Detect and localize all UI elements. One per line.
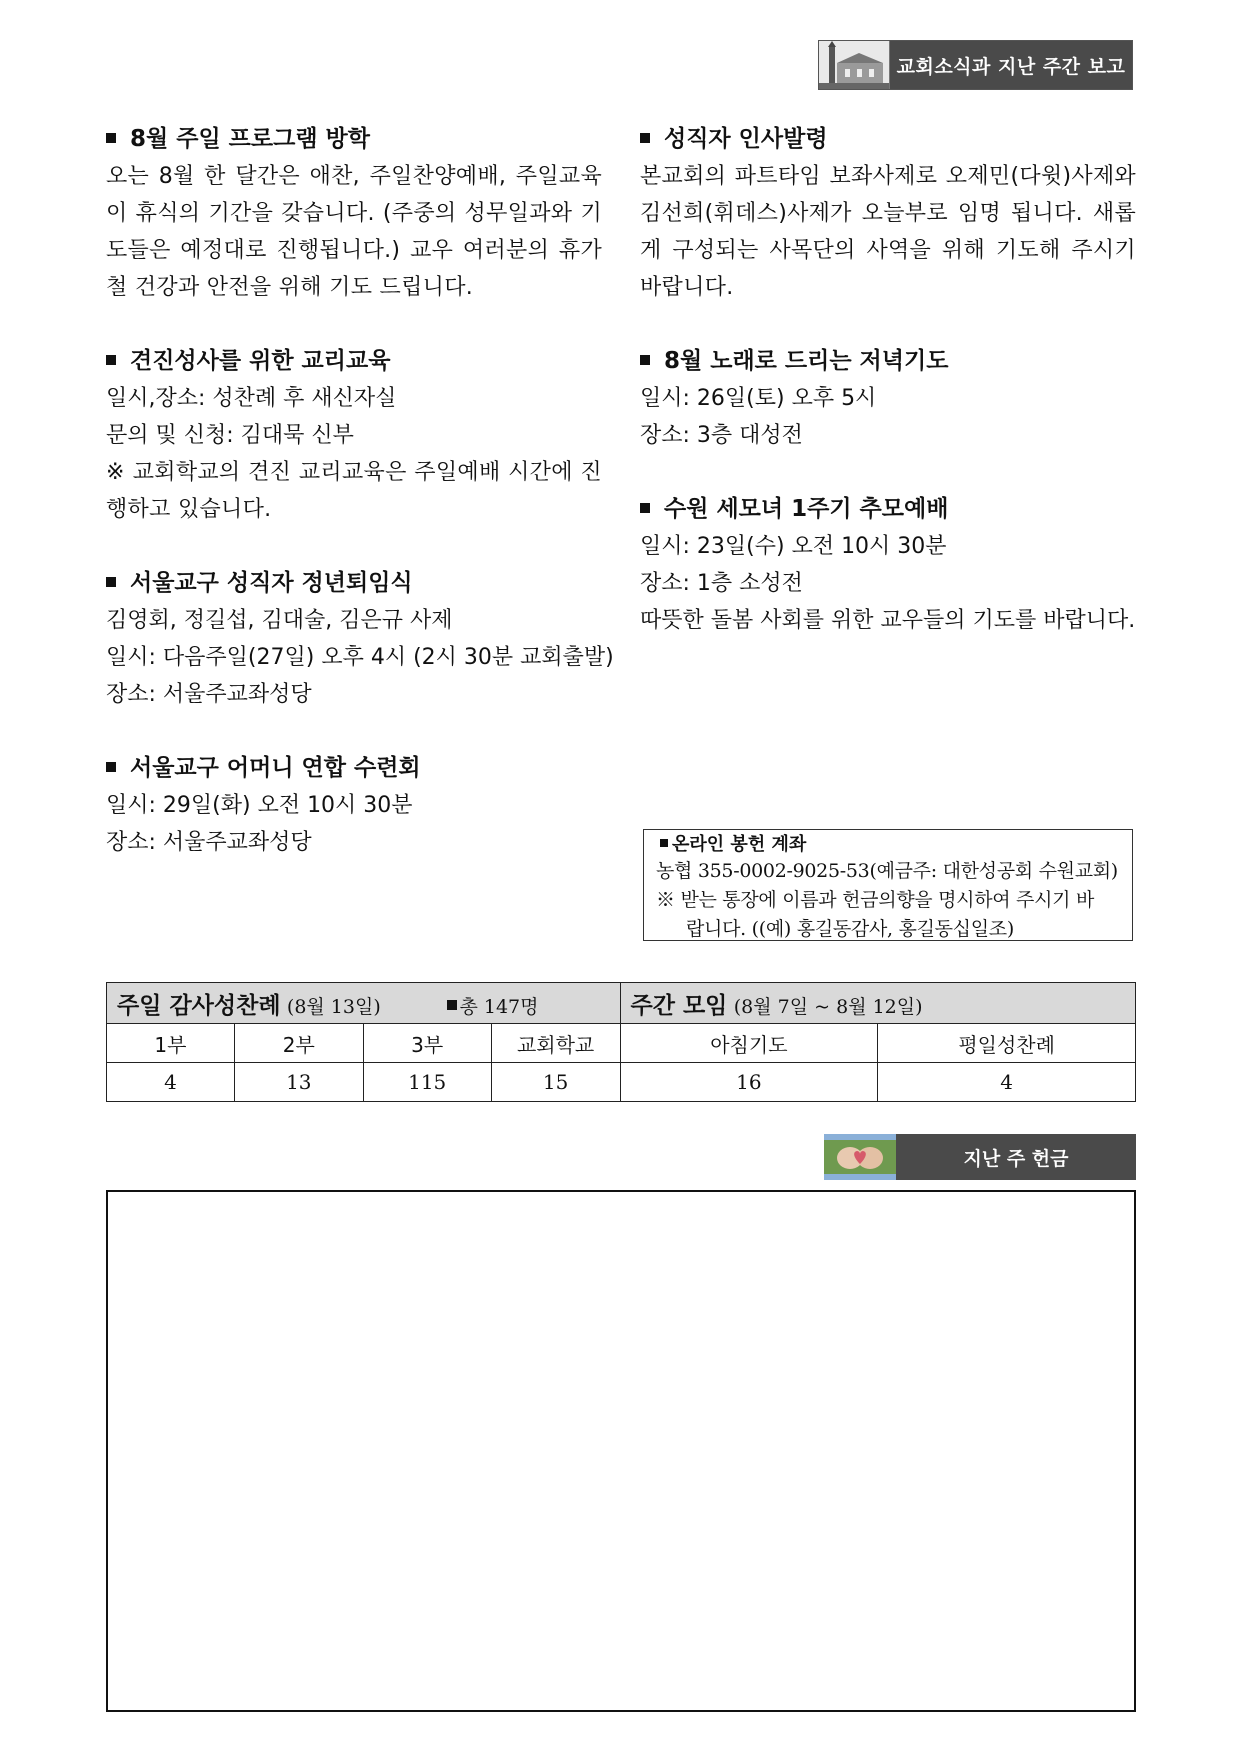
notice-line: 일시,장소: 성찬례 후 새신자실	[106, 386, 397, 411]
bullet-icon	[106, 355, 116, 365]
total-attendance: 총 147명	[459, 995, 539, 1018]
column-label: 1부	[107, 1024, 235, 1063]
hands-heart-image	[824, 1134, 896, 1180]
notice-line: 김영회, 정길섭, 김대술, 김은규 사제	[106, 608, 453, 633]
donation-note-continued: 랍니다. ((예) 홍길동감사, 홍길동십일조)	[686, 918, 1014, 940]
donation-note: ※ 받는 통장에 이름과 헌금의향을 명시하여 주시기 바	[656, 889, 1095, 911]
online-donation-box	[643, 829, 1133, 941]
notice-line: 장소: 서울주교좌성당	[106, 830, 312, 855]
notice-title: 서울교구 어머니 연합 수련회	[130, 755, 421, 781]
notice-clergy-appointment	[640, 121, 1136, 306]
attendance-value: 115	[363, 1063, 491, 1102]
attendance-value: 15	[491, 1063, 620, 1102]
bullet-icon	[106, 577, 116, 587]
notice-title: 8월 주일 프로그램 방학	[130, 126, 370, 152]
section-header-badge	[818, 40, 1133, 90]
column-label: 평일성찬례	[878, 1024, 1136, 1063]
notice-line: 장소: 서울주교좌성당	[106, 682, 312, 707]
weekly-date: (8월 7일 ~ 8월 12일)	[733, 995, 923, 1018]
column-label: 3부	[363, 1024, 491, 1063]
donation-title: 온라인 봉헌 계좌	[672, 834, 807, 855]
weekly-title: 주간 모임	[630, 992, 728, 1019]
column-label: 교회학교	[491, 1024, 620, 1063]
notice-evening-prayer	[640, 343, 1136, 454]
attendance-value: 4	[107, 1063, 235, 1102]
notice-confirmation-class	[106, 343, 602, 528]
notice-line: 일시: 23일(수) 오전 10시 30분	[640, 534, 947, 559]
offering-header	[824, 1134, 1136, 1180]
sunday-date: (8월 13일)	[286, 995, 381, 1018]
notice-body: 본교회의 파트타임 보좌사제로 오제민(다윗)사제와 김선희(휘데스)사제가 오늘부로 임명 됩니다. 새롭게 구성되는 사목단의 사역을 위해 기도해 주시기 바랍니다.	[640, 164, 1136, 300]
notice-retirement	[106, 565, 614, 713]
notice-line: 문의 및 신청: 김대묵 신부	[106, 423, 354, 448]
notice-note: ※ 교회학교의 견진 교리교육은 주일예배 시간에 진행하고 있습니다.	[106, 460, 602, 522]
notice-title: 서울교구 성직자 정년퇴임식	[130, 570, 413, 596]
bullet-icon	[106, 133, 116, 143]
notice-memorial-service	[640, 491, 1136, 639]
bullet-icon	[640, 133, 650, 143]
attendance-label-row	[107, 1024, 1136, 1063]
left-column	[106, 121, 614, 861]
bullet-icon	[640, 355, 650, 365]
notice-line: 장소: 1층 소성전	[640, 571, 803, 596]
notice-august-break	[106, 121, 602, 306]
sunday-title: 주일 감사성찬례	[117, 992, 281, 1019]
attendance-value: 16	[620, 1063, 878, 1102]
column-label: 아침기도	[620, 1024, 878, 1063]
donation-account: 농협 355-0002-9025-53(예금주: 대한성공회 수원교회)	[656, 860, 1118, 882]
notice-line: 따뜻한 돌봄 사회를 위한 교우들의 기도를 바랍니다.	[640, 608, 1136, 633]
offering-report-box	[106, 1190, 1136, 1712]
bullet-icon	[660, 839, 668, 847]
attendance-table	[106, 982, 1136, 1102]
bullet-icon	[640, 503, 650, 513]
notice-line: 장소: 3층 대성전	[640, 423, 803, 448]
bullet-icon	[106, 762, 116, 772]
bullet-icon	[447, 1000, 457, 1010]
notice-title: 성직자 인사발령	[664, 126, 828, 152]
notice-line: 일시: 29일(화) 오전 10시 30분	[106, 793, 413, 818]
right-column	[640, 121, 1136, 639]
attendance-header-row	[107, 983, 1136, 1024]
notice-title: 수원 세모녀 1주기 추모예배	[664, 496, 949, 522]
notice-body: 오는 8월 한 달간은 애찬, 주일찬양예배, 주일교육이 휴식의 기간을 갖습니다. (주중의 성무일과와 기도들은 예정대로 진행됩니다.) 교우 여러분의 휴가철 건강과 안전을 위해 기도 드립니다.	[106, 164, 602, 300]
attendance-value: 13	[234, 1063, 363, 1102]
notice-line: 일시: 26일(토) 오후 5시	[640, 386, 877, 411]
offering-title: 지난 주 헌금	[896, 1134, 1136, 1180]
column-label: 2부	[234, 1024, 363, 1063]
notice-line: 일시: 다음주일(27일) 오후 4시 (2시 30분 교회출발)	[106, 645, 614, 670]
attendance-value: 4	[878, 1063, 1136, 1102]
attendance-value-row	[107, 1063, 1136, 1102]
header-title: 교회소식과 지난 주간 보고	[890, 41, 1132, 89]
notice-title: 8월 노래로 드리는 저녁기도	[664, 348, 949, 374]
weekly-gathering-header	[620, 983, 1135, 1024]
church-building-image	[819, 41, 890, 89]
notice-title: 견진성사를 위한 교리교육	[130, 348, 391, 374]
sunday-eucharist-header	[107, 983, 621, 1024]
notice-mothers-retreat	[106, 750, 602, 861]
